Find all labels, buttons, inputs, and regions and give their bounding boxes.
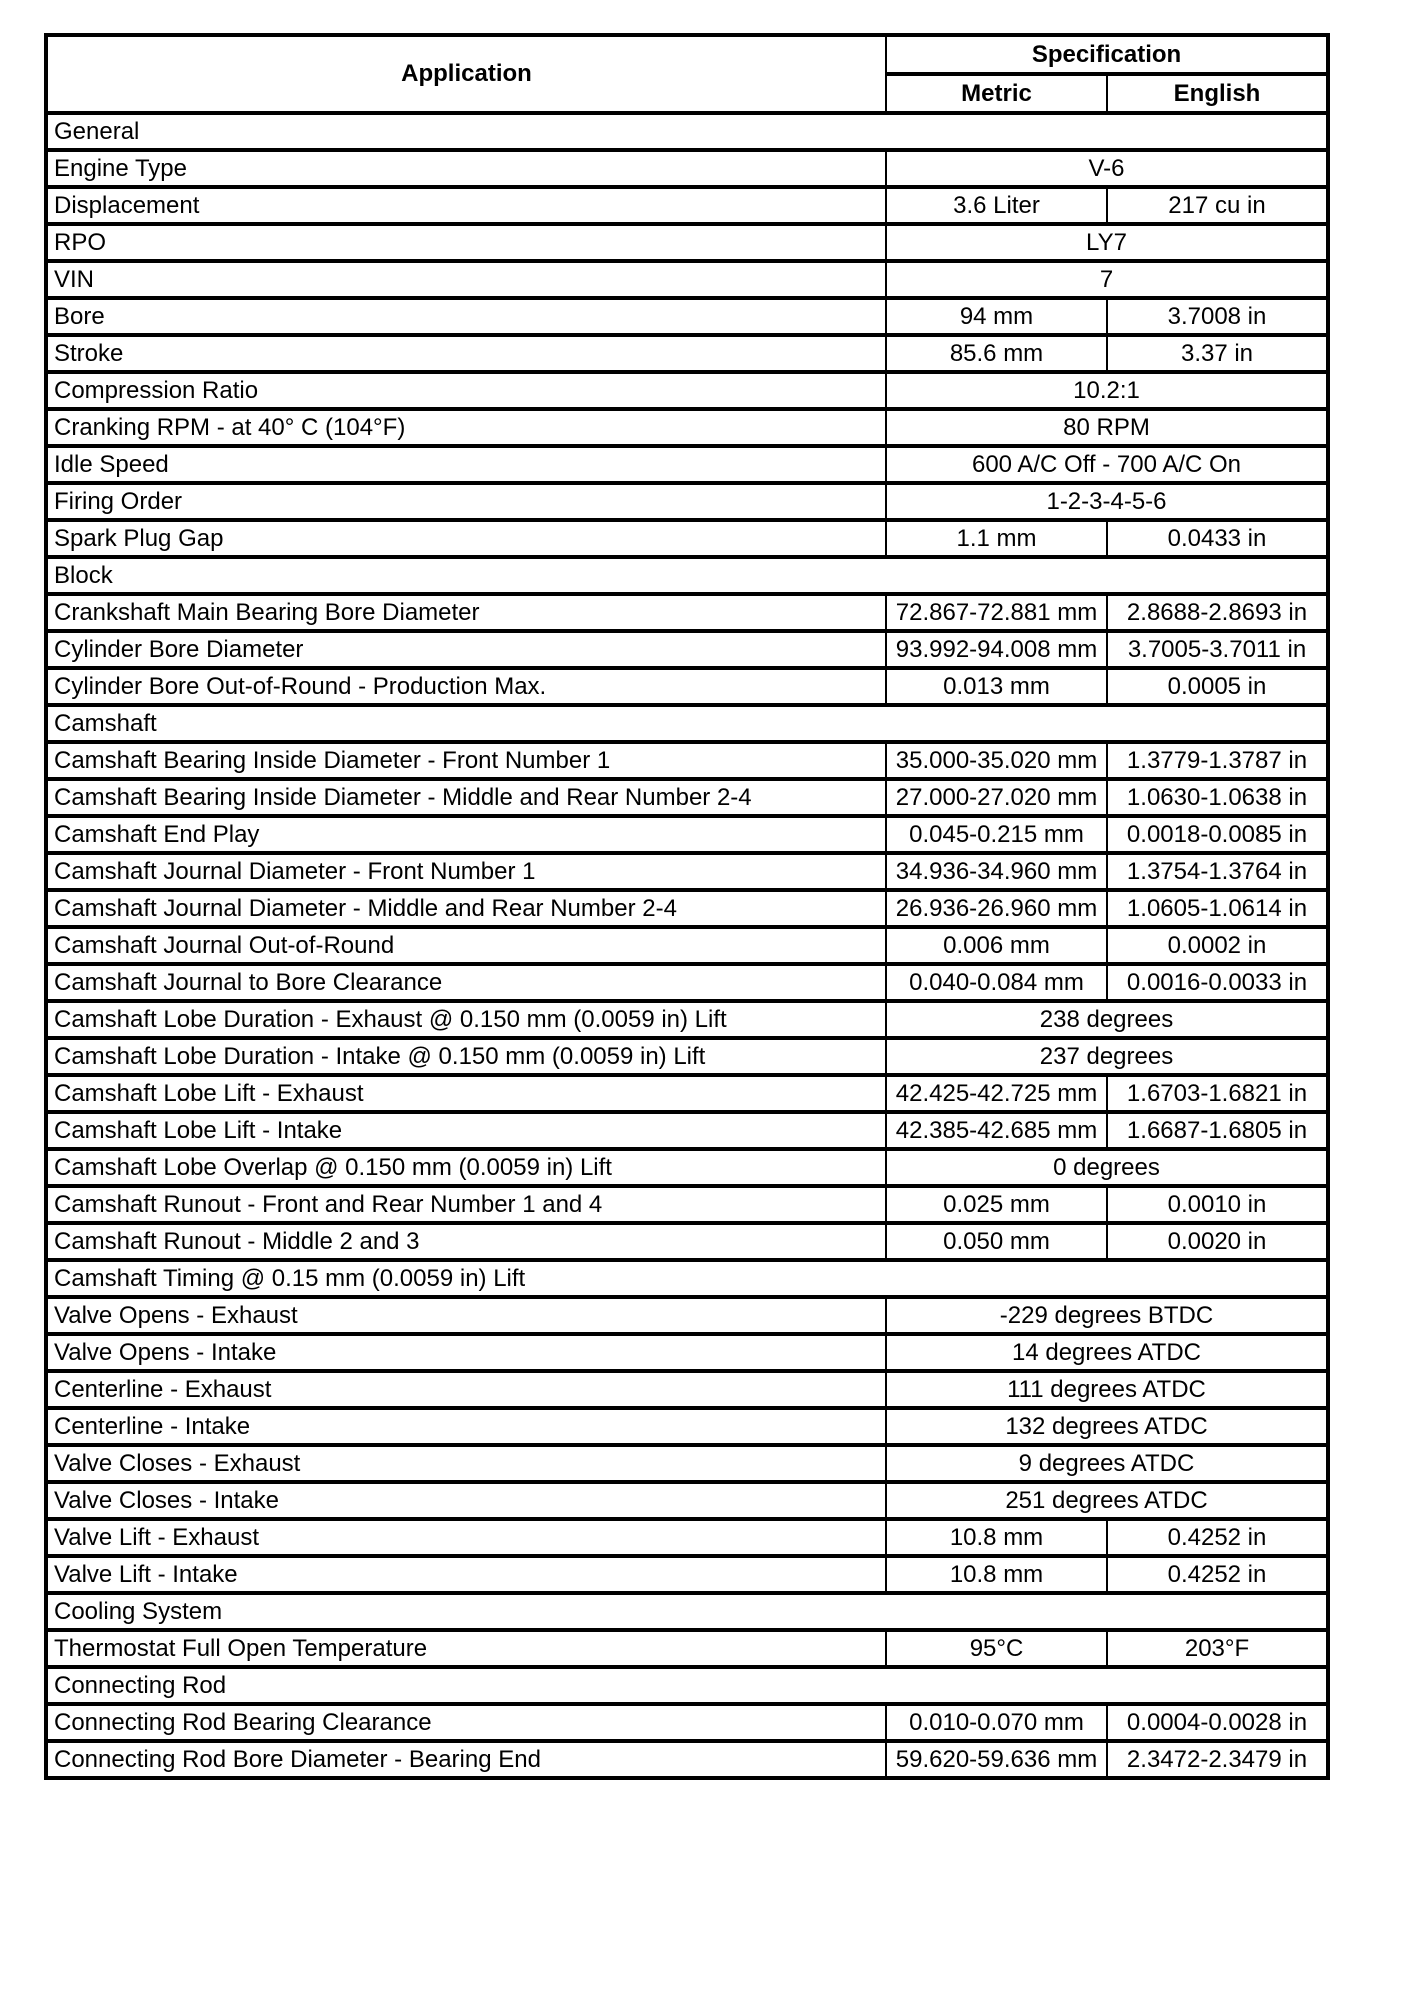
metric-value: 1.1 mm — [886, 520, 1107, 557]
metric-value: 34.936-34.960 mm — [886, 853, 1107, 890]
metric-value: 10.8 mm — [886, 1519, 1107, 1556]
spec-label: Camshaft Runout - Front and Rear Number 1 and 4 — [46, 1186, 886, 1223]
spec-row — [46, 890, 1328, 927]
english-value: 3.7008 in — [1107, 298, 1328, 335]
spec-row — [46, 1186, 1328, 1223]
english-value: 1.6687-1.6805 in — [1107, 1112, 1328, 1149]
spec-row — [46, 1704, 1328, 1741]
spec-label: Camshaft Bearing Inside Diameter - Middle and Rear Number 2-4 — [46, 779, 886, 816]
spec-label: Thermostat Full Open Temperature — [46, 1630, 886, 1667]
spec-label: Centerline - Exhaust — [46, 1371, 886, 1408]
specification-header: Specification — [886, 35, 1328, 74]
spec-label: Valve Opens - Intake — [46, 1334, 886, 1371]
spec-value: LY7 — [886, 224, 1328, 261]
engine-spec-table — [44, 33, 1330, 1780]
metric-value: 42.385-42.685 mm — [886, 1112, 1107, 1149]
spec-row — [46, 1482, 1328, 1519]
spec-row — [46, 668, 1328, 705]
section-row — [46, 113, 1328, 150]
spec-row — [46, 594, 1328, 631]
spec-value: 80 RPM — [886, 409, 1328, 446]
spec-label: Connecting Rod Bearing Clearance — [46, 1704, 886, 1741]
section-title: Camshaft — [46, 705, 1328, 742]
spec-value: 9 degrees ATDC — [886, 1445, 1328, 1482]
spec-label: VIN — [46, 261, 886, 298]
spec-row — [46, 1519, 1328, 1556]
spec-row — [46, 1001, 1328, 1038]
spec-label: Camshaft Lobe Overlap @ 0.150 mm (0.0059 in) Lift — [46, 1149, 886, 1186]
metric-value: 85.6 mm — [886, 335, 1107, 372]
spec-value: 14 degrees ATDC — [886, 1334, 1328, 1371]
spec-value: 111 degrees ATDC — [886, 1371, 1328, 1408]
metric-value: 72.867-72.881 mm — [886, 594, 1107, 631]
english-value: 0.0016-0.0033 in — [1107, 964, 1328, 1001]
spec-row — [46, 1260, 1328, 1297]
metric-value: 0.013 mm — [886, 668, 1107, 705]
spec-label: Camshaft Journal Diameter - Middle and Rear Number 2-4 — [46, 890, 886, 927]
application-header: Application — [46, 35, 886, 113]
spec-row — [46, 1556, 1328, 1593]
spec-label: Spark Plug Gap — [46, 520, 886, 557]
spec-row — [46, 520, 1328, 557]
section-title: Connecting Rod — [46, 1667, 1328, 1704]
spec-row — [46, 927, 1328, 964]
english-value: 1.6703-1.6821 in — [1107, 1075, 1328, 1112]
spec-label: Camshaft Timing @ 0.15 mm (0.0059 in) Lift — [46, 1260, 1328, 1297]
spec-label: Firing Order — [46, 483, 886, 520]
english-value: 0.0010 in — [1107, 1186, 1328, 1223]
section-row — [46, 557, 1328, 594]
spec-label: Crankshaft Main Bearing Bore Diameter — [46, 594, 886, 631]
spec-row — [46, 372, 1328, 409]
metric-value: 0.045-0.215 mm — [886, 816, 1107, 853]
english-value: 1.3779-1.3787 in — [1107, 742, 1328, 779]
spec-row — [46, 1445, 1328, 1482]
spec-label: Compression Ratio — [46, 372, 886, 409]
spec-label: Valve Opens - Exhaust — [46, 1297, 886, 1334]
spec-value: 238 degrees — [886, 1001, 1328, 1038]
spec-value: 132 degrees ATDC — [886, 1408, 1328, 1445]
metric-value: 0.025 mm — [886, 1186, 1107, 1223]
english-value: 1.0630-1.0638 in — [1107, 779, 1328, 816]
spec-row — [46, 964, 1328, 1001]
spec-row — [46, 1038, 1328, 1075]
spec-row — [46, 816, 1328, 853]
english-value: 0.0018-0.0085 in — [1107, 816, 1328, 853]
metric-value: 0.040-0.084 mm — [886, 964, 1107, 1001]
english-value: 0.4252 in — [1107, 1556, 1328, 1593]
spec-label: Centerline - Intake — [46, 1408, 886, 1445]
spec-label: Bore — [46, 298, 886, 335]
english-value: 0.4252 in — [1107, 1519, 1328, 1556]
spec-label: Camshaft Lobe Duration - Exhaust @ 0.150 mm (0.0059 in) Lift — [46, 1001, 886, 1038]
spec-row — [46, 853, 1328, 890]
spec-value: 7 — [886, 261, 1328, 298]
english-value: 0.0005 in — [1107, 668, 1328, 705]
spec-row — [46, 1075, 1328, 1112]
spec-value: V-6 — [886, 150, 1328, 187]
spec-row — [46, 1408, 1328, 1445]
spec-row — [46, 1149, 1328, 1186]
metric-value: 0.006 mm — [886, 927, 1107, 964]
metric-value: 26.936-26.960 mm — [886, 890, 1107, 927]
spec-value: 237 degrees — [886, 1038, 1328, 1075]
spec-label: Camshaft Lobe Duration - Intake @ 0.150 mm (0.0059 in) Lift — [46, 1038, 886, 1075]
spec-label: Camshaft Bearing Inside Diameter - Front Number 1 — [46, 742, 886, 779]
spec-label: Camshaft Journal Out-of-Round — [46, 927, 886, 964]
english-value: 0.0433 in — [1107, 520, 1328, 557]
spec-row — [46, 483, 1328, 520]
english-value: 0.0004-0.0028 in — [1107, 1704, 1328, 1741]
metric-value: 10.8 mm — [886, 1556, 1107, 1593]
metric-value: 35.000-35.020 mm — [886, 742, 1107, 779]
spec-row — [46, 446, 1328, 483]
spec-row — [46, 1741, 1328, 1778]
spec-label: Stroke — [46, 335, 886, 372]
english-value: 1.3754-1.3764 in — [1107, 853, 1328, 890]
spec-label: Idle Speed — [46, 446, 886, 483]
spec-row — [46, 187, 1328, 224]
spec-label: RPO — [46, 224, 886, 261]
spec-row — [46, 335, 1328, 372]
spec-row — [46, 1371, 1328, 1408]
spec-label: Valve Closes - Intake — [46, 1482, 886, 1519]
metric-header: Metric — [886, 74, 1107, 113]
metric-value: 0.050 mm — [886, 1223, 1107, 1260]
english-value: 0.0002 in — [1107, 927, 1328, 964]
spec-label: Camshaft Lobe Lift - Intake — [46, 1112, 886, 1149]
metric-value: 94 mm — [886, 298, 1107, 335]
spec-label: Valve Lift - Exhaust — [46, 1519, 886, 1556]
spec-row — [46, 1112, 1328, 1149]
english-value: 203°F — [1107, 1630, 1328, 1667]
section-title: General — [46, 113, 1328, 150]
metric-value: 42.425-42.725 mm — [886, 1075, 1107, 1112]
metric-value: 3.6 Liter — [886, 187, 1107, 224]
spec-row — [46, 150, 1328, 187]
spec-row — [46, 631, 1328, 668]
spec-table-body — [46, 35, 1328, 1778]
english-value: 217 cu in — [1107, 187, 1328, 224]
english-value: 2.3472-2.3479 in — [1107, 1741, 1328, 1778]
spec-row — [46, 742, 1328, 779]
spec-label: Camshaft Journal to Bore Clearance — [46, 964, 886, 1001]
spec-value: 10.2:1 — [886, 372, 1328, 409]
spec-value: 1-2-3-4-5-6 — [886, 483, 1328, 520]
metric-value: 59.620-59.636 mm — [886, 1741, 1107, 1778]
section-row — [46, 1593, 1328, 1630]
english-value: 0.0020 in — [1107, 1223, 1328, 1260]
spec-row — [46, 298, 1328, 335]
spec-label: Camshaft Lobe Lift - Exhaust — [46, 1075, 886, 1112]
spec-value: -229 degrees BTDC — [886, 1297, 1328, 1334]
spec-value: 0 degrees — [886, 1149, 1328, 1186]
spec-row — [46, 261, 1328, 298]
spec-label: Engine Type — [46, 150, 886, 187]
spec-value: 600 A/C Off - 700 A/C On — [886, 446, 1328, 483]
spec-row — [46, 1334, 1328, 1371]
spec-label: Cranking RPM - at 40° C (104°F) — [46, 409, 886, 446]
spec-label: Cylinder Bore Diameter — [46, 631, 886, 668]
section-row — [46, 1667, 1328, 1704]
section-row — [46, 705, 1328, 742]
english-value: 2.8688-2.8693 in — [1107, 594, 1328, 631]
metric-value: 27.000-27.020 mm — [886, 779, 1107, 816]
section-title: Cooling System — [46, 1593, 1328, 1630]
metric-value: 95°C — [886, 1630, 1107, 1667]
spec-label: Valve Lift - Intake — [46, 1556, 886, 1593]
spec-label: Cylinder Bore Out-of-Round - Production Max. — [46, 668, 886, 705]
english-value: 3.7005-3.7011 in — [1107, 631, 1328, 668]
header-row — [46, 35, 1328, 74]
spec-row — [46, 779, 1328, 816]
spec-label: Displacement — [46, 187, 886, 224]
spec-label: Camshaft End Play — [46, 816, 886, 853]
spec-row — [46, 1297, 1328, 1334]
spec-label: Camshaft Journal Diameter - Front Number 1 — [46, 853, 886, 890]
spec-value: 251 degrees ATDC — [886, 1482, 1328, 1519]
english-header: English — [1107, 74, 1328, 113]
spec-label: Connecting Rod Bore Diameter - Bearing End — [46, 1741, 886, 1778]
spec-row — [46, 1223, 1328, 1260]
english-value: 1.0605-1.0614 in — [1107, 890, 1328, 927]
spec-row — [46, 409, 1328, 446]
metric-value: 93.992-94.008 mm — [886, 631, 1107, 668]
spec-row — [46, 1630, 1328, 1667]
section-title: Block — [46, 557, 1328, 594]
spec-sheet — [44, 33, 1330, 1780]
english-value: 3.37 in — [1107, 335, 1328, 372]
spec-row — [46, 224, 1328, 261]
spec-label: Valve Closes - Exhaust — [46, 1445, 886, 1482]
spec-label: Camshaft Runout - Middle 2 and 3 — [46, 1223, 886, 1260]
metric-value: 0.010-0.070 mm — [886, 1704, 1107, 1741]
